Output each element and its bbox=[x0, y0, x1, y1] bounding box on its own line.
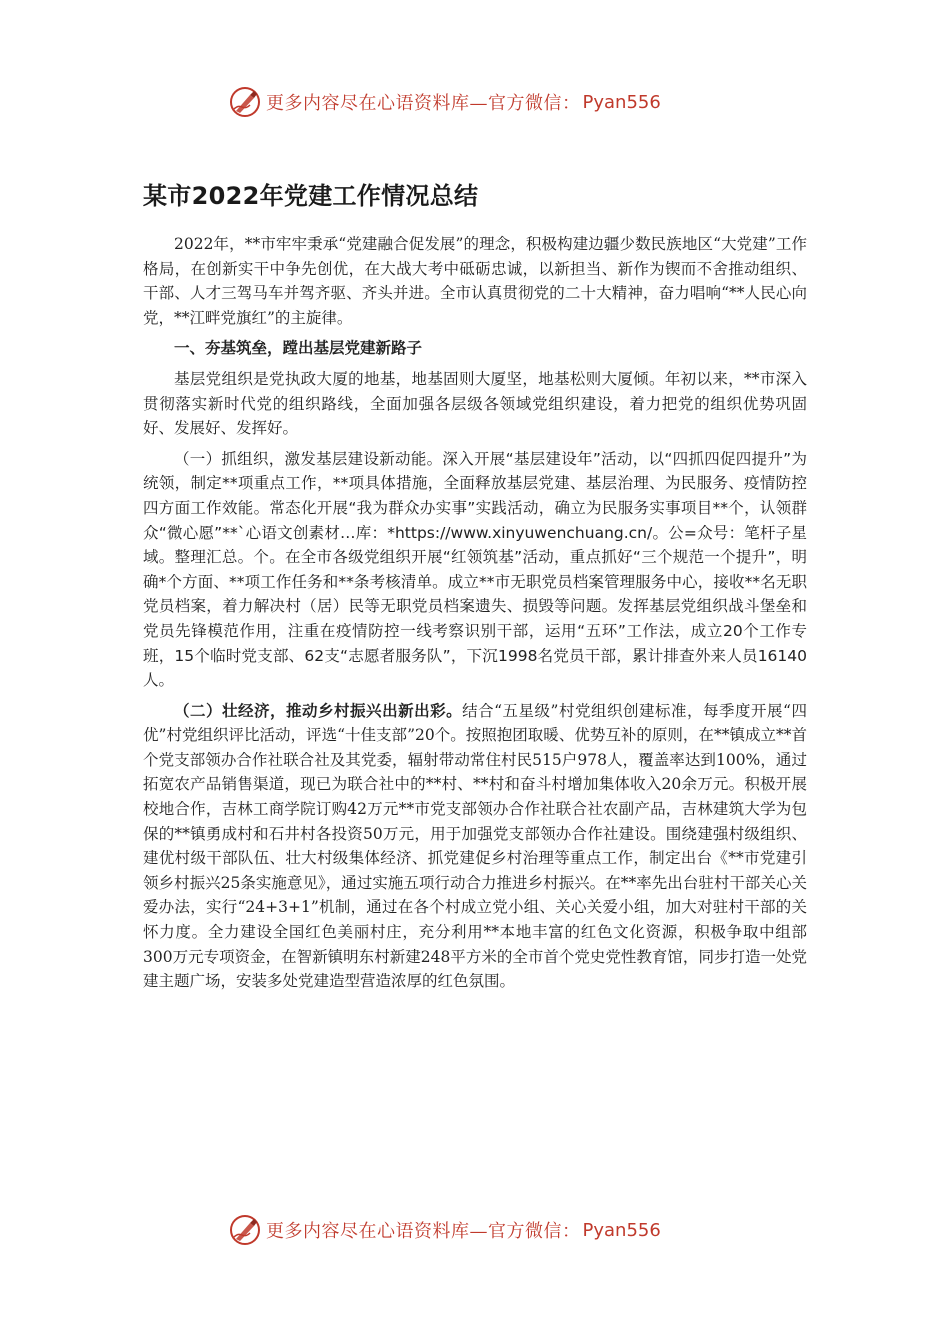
watermark-text: 更多内容尽在心语资料库—官方微信： bbox=[266, 93, 581, 114]
subsection-2-body: 结合“五星级”村党组织创建标准，每季度开展“四优”村党组织评比活动，评选“十佳支部”20个。按照抱团取暖、优势互补的原则，在**镇成立**首个党支部领办合作社联合社及其党委，辐射带动常住村民515户978人，覆盖率达到100%，通过拓宽农产品销售渠道，现已为联合社中的**村、**村和奋斗村增加集体收入20余万元。积极开展校地合作，吉林工商学院订购42万元**市党支部领办合作社联合社农副产品，吉林建筑大学为包保的**镇勇成村和石井村各投资50万元，用于加强党支部领办合作社建设。围绕建强村级组织、建优村级干部队伍、壮大村级集体经济、抓党建促乡村治理等重点工作，制定出台《**市党建引领乡村振兴25条实施意见》，通过实施五项行动合力推进乡村振兴。在**率先出台驻村干部关心关爱办法，实行“24+3+1”机制，通过在各个村成立党小组、关心关爱小组，加大对驻村干部的关怀力度。全力建设全国红色美丽村庄，充分利用**本地丰富的红色文化资源，积极争取中组部300万元专项资金，在智新镇明东村新建248平方米的全市首个党史党性教育馆，同步打造一处党建主题广场，安装多处党建造型营造浓厚的红色氛围。 bbox=[143, 701, 807, 991]
section-intro-paragraph: 基层党组织是党执政大厦的地基，地基固则大厦坚，地基松则大厦倾。年初以来，**市深入贯彻落实新时代党的组织路线，全面加强各层级各领域党组织建设，着力把党的组织优势巩固好、发展好、发挥好。 bbox=[143, 369, 807, 438]
watermark-contact: Pyan556 bbox=[582, 91, 661, 113]
watermark-contact: Pyan556 bbox=[582, 1219, 661, 1241]
pen-logo-icon bbox=[228, 1213, 262, 1247]
document-body bbox=[143, 232, 807, 1000]
intro-paragraph: 2022年，**市牢牢秉承“党建融合促发展”的理念，积极构建边疆少数民族地区“大党建”工作格局，在创新实干中争先创优，在大战大考中砥砺忠诚，以新担当、新作为锲而不舍推动组织、干部、人才三驾马车并驾齐驱、齐头并进。全市认真贯彻党的二十大精神，奋力唱响“**人民心向党，**江畔党旗红”的主旋律。 bbox=[143, 235, 807, 327]
watermark-text: 更多内容尽在心语资料库—官方微信： bbox=[266, 1221, 581, 1242]
section-heading: 一、夯基筑垒，蹚出基层党建新路子 bbox=[174, 339, 423, 358]
pen-logo-icon bbox=[228, 85, 262, 119]
watermark-banner-top bbox=[228, 84, 728, 120]
document-title: 某市2022年党建工作情况总结 bbox=[143, 182, 479, 210]
subsection-2-lead: （二）壮经济，推动乡村振兴出新出彩。 bbox=[174, 701, 463, 720]
subsection-1-paragraph: （一）抓组织，激发基层建设新动能。深入开展“基层建设年”活动，以“四抓四促四提升”为统领，制定**项重点工作，**项具体措施，全面释放基层党建、基层治理、为民服务、疫情防控四方面工作效能。常态化开展“我为群众办实事”实践活动，确立为民服务实事项目**个，认领群众“微心愿”**`心语文创素材…库：*https://www.xinyuwenchuang.cn/。公=众号：笔杆子星域。整理汇总。个。在全市各级党组织开展“红领筑基”活动，重点抓好“三个规范一个提升”，明确*个方面、**项工作任务和**条考核清单。成立**市无职党员档案管理服务中心，接收**名无职党员档案，着力解决村（居）民等无职党员档案遗失、损毁等问题。发挥基层党组织战斗堡垒和党员先锋模范作用，注重在疫情防控一线考察识别干部，运用“五环”工作法，成立20个工作专班，15个临时党支部、62支“志愿者服务队”，下沉1998名党员干部，累计排查外来人员16140人。 bbox=[143, 449, 807, 690]
watermark-banner-bottom bbox=[228, 1212, 728, 1248]
subsection-2-paragraph bbox=[143, 699, 807, 994]
